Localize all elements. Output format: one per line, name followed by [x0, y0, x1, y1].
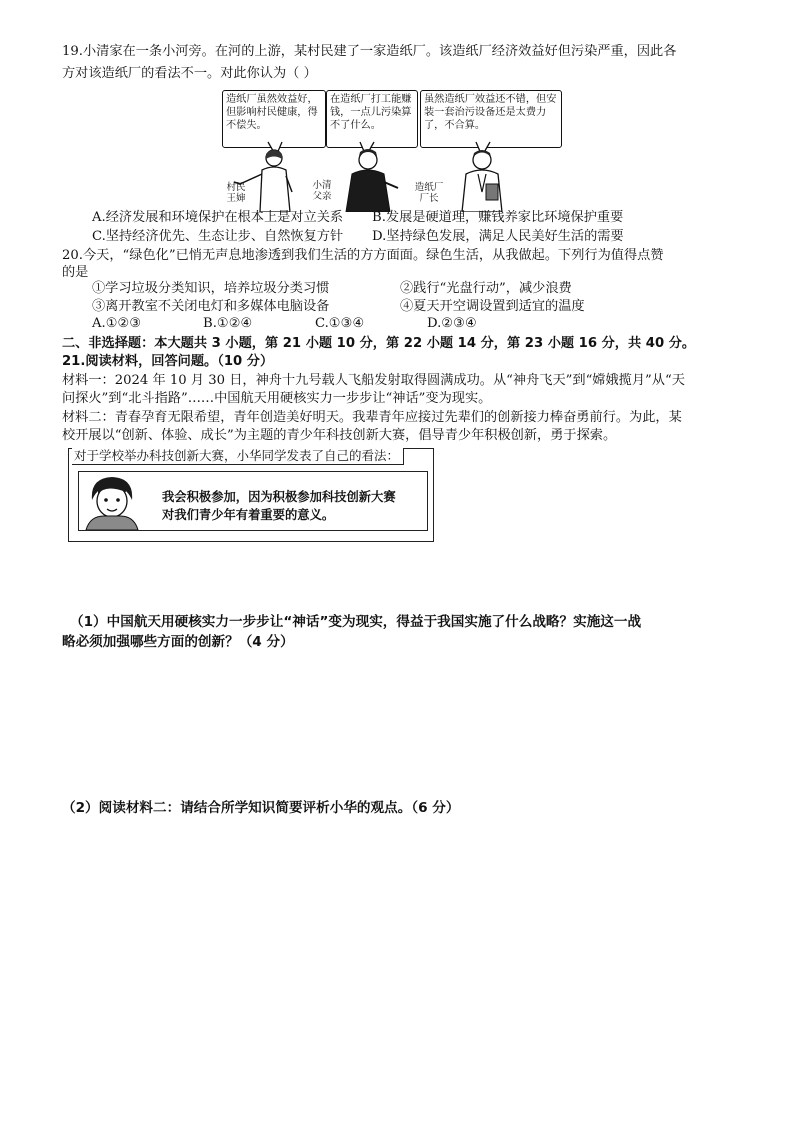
q21-material1-line1: 材料一：2024 年 10 月 30 日，神舟十九号载人飞船发射取得圆满成功。从“神舟飞天”到“嫦娥揽月”从“天 [62, 373, 685, 388]
xiaohua-statement-line1: 我会积极参加，因为积极参加科技创新大赛 [162, 490, 396, 504]
q21-material2-line1: 材料二：青春孕育无限希望，青年创造美好明天。我辈青年应接过先辈们的创新接力棒奋勇前行。为此，某 [62, 410, 682, 425]
q20-option-a: A.①②③ [92, 316, 142, 331]
section2-heading: 二、非选择题：本大题共 3 小题，第 21 小题 10 分，第 22 小题 14 分，第 23 小题 16 分，共 40 分。 [62, 336, 696, 351]
q21-title: 21.阅读材料，回答问题。（10 分） [62, 354, 274, 369]
cartoon-people-illustration [220, 140, 560, 212]
label-villager: 村民王婶 [226, 182, 246, 204]
q21-sub2: （2）阅读材料二：请结合所学知识简要评析小华的观点。（6 分） [62, 800, 460, 816]
q19-option-a: A.经济发展和环境保护在根本上是对立关系 [92, 210, 344, 225]
q19-option-b: B.发展是硬道理，赚钱养家比环境保护重要 [372, 210, 624, 225]
label-father: 小清父亲 [312, 180, 332, 202]
q21-sub1-line1: （1）中国航天用硬核实力一步步让“神话”变为现实，得益于我国实施了什么战略？实施这一战 [70, 614, 642, 630]
q20-option-c: C.①③④ [315, 316, 365, 331]
speech-bubble-director: 虽然造纸厂效益还不错，但安装一套治污设备还是太费力了，不合算。 [420, 90, 562, 148]
q19-stem-line2: 方对该造纸厂的看法不一。对此你认为（ ） [62, 66, 317, 81]
speech-bubble-villager: 造纸厂虽然效益好，但影响村民健康，得不偿失。 [222, 90, 326, 148]
father-figure [346, 149, 398, 212]
q20-option-b: B.①②④ [203, 316, 253, 331]
director-figure [462, 150, 502, 212]
q20-item-1: ①学习垃圾分类知识，培养垃圾分类习惯 [92, 281, 330, 296]
q21-sub2-answer-area[interactable] [62, 822, 752, 1092]
xiaohua-statement [162, 488, 396, 524]
q21-material1-line2: 问探火”到“北斗指路”……中国航天用硬核实力一步步让“神话”变为现实。 [62, 391, 492, 406]
q20-stem-line1: 20.今天，“绿色化”已悄无声息地渗透到我们生活的方方面面。绿色生活，从我做起。下列行为值得点赞 [62, 248, 664, 263]
q21-sub1-line2: 略必须加强哪些方面的创新？（4 分） [62, 634, 294, 650]
q21-material2-line2: 校开展以“创新、体验、成长”为主题的青少年科技创新大赛，倡导青少年积极创新，勇于探索。 [62, 428, 617, 443]
q20-item-3: ③离开教室不关闭电灯和多媒体电脑设备 [92, 299, 330, 314]
q20-item-4: ④夏天开空调设置到适宜的温度 [400, 299, 585, 314]
xiaohua-statement-line2: 对我们青少年有着重要的意义。 [162, 508, 335, 522]
q20-option-d: D.②③④ [427, 316, 477, 331]
xiaohua-portrait-icon [82, 472, 144, 530]
q20-stem-line2: 的是 [62, 265, 89, 280]
label-director: 造纸厂厂长 [414, 182, 444, 204]
xiaohua-figure-caption: 对于学校举办科技创新大赛，小华同学发表了自己的看法： [72, 448, 404, 465]
q21-sub1-answer-area[interactable] [62, 654, 752, 794]
q19-option-d: D.坚持绿色发展，满足人民美好生活的需要 [372, 229, 624, 244]
q20-item-2: ②践行“光盘行动”，减少浪费 [400, 281, 572, 296]
q19-option-c: C.坚持经济优先、生态让步、自然恢复方针 [92, 229, 344, 244]
speech-bubble-father: 在造纸厂打工能赚钱，一点儿污染算不了什么。 [326, 90, 418, 148]
q19-stem-line1: 19.小清家在一条小河旁。在河的上游，某村民建了一家造纸厂。该造纸厂经济效益好但污染严重，因此各 [62, 44, 677, 59]
